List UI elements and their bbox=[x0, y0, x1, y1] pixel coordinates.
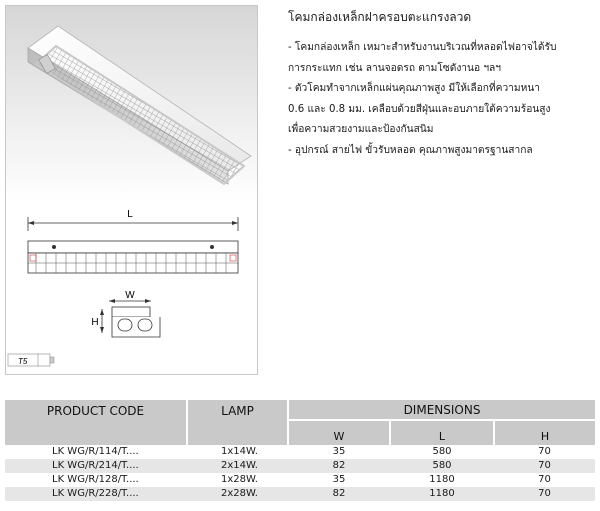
lamp-type-tag: T5 bbox=[18, 357, 28, 366]
height-label: H bbox=[91, 317, 99, 328]
cell-lamp: 1x28W. bbox=[221, 474, 258, 485]
cell-product-code: LK WG/R/114/T.... bbox=[52, 446, 139, 457]
cell-h: 70 bbox=[494, 459, 595, 473]
cell-l: 580 bbox=[432, 446, 452, 457]
cell-w: 82 bbox=[288, 459, 390, 473]
table-row bbox=[5, 473, 595, 487]
cell-h: 70 bbox=[538, 474, 551, 485]
cell-lamp: 1x14W. bbox=[221, 446, 258, 457]
cell-product-code: LK WG/R/228/T.... bbox=[5, 487, 187, 501]
width-label: W bbox=[125, 290, 135, 301]
cell-lamp: 2x28W. bbox=[187, 487, 288, 501]
luminaire-photo bbox=[6, 6, 257, 201]
cell-w: 35 bbox=[332, 446, 346, 457]
cell-w: 82 bbox=[288, 487, 390, 501]
product-title: โคมกล่องเหล็กฝาครอบตะแกรงลวด bbox=[288, 10, 472, 24]
product-description bbox=[288, 8, 596, 161]
header-h: H bbox=[494, 420, 595, 445]
cell-w: 35 bbox=[332, 474, 346, 485]
table-row bbox=[5, 445, 595, 459]
feature-line: เพื่อความสวยงามและป้องกันสนิม bbox=[288, 124, 434, 135]
cell-l: 580 bbox=[390, 459, 494, 473]
header-w: W bbox=[288, 420, 390, 445]
spec-table bbox=[5, 400, 595, 501]
cell-l: 1180 bbox=[429, 474, 455, 485]
cell-h: 70 bbox=[494, 487, 595, 501]
header-l: L bbox=[390, 420, 494, 445]
feature-line: การกระแทก เช่น ลานจอดรถ ตามโซดังานอ ฯลฯ bbox=[288, 62, 502, 74]
cell-l: 1180 bbox=[390, 487, 494, 501]
cell-product-code: LK WG/R/128/T.... bbox=[52, 474, 139, 485]
header-product-code: PRODUCT CODE bbox=[5, 400, 187, 445]
dimension-drawing bbox=[6, 201, 257, 374]
header-dimensions: DIMENSIONS bbox=[288, 400, 595, 420]
cell-h: 70 bbox=[538, 446, 551, 457]
feature-list bbox=[288, 38, 596, 161]
feature-line: - โคมกล่องเหล็ก เหมาะสำหรับงานบริเวณที่หลอดไฟอาจได้รับ bbox=[288, 42, 557, 53]
header-lamp: LAMP bbox=[187, 400, 288, 445]
length-label: L bbox=[127, 209, 133, 220]
table-row bbox=[5, 487, 595, 501]
feature-line: - ตัวโคมทำจากเหล็กแผ่นคุณภาพสูง มีให้เลือกที่ความหนา bbox=[288, 83, 541, 94]
product-image-panel bbox=[5, 5, 258, 375]
spec-table-wrapper bbox=[5, 400, 595, 501]
feature-line: - อุปกรณ์ สายไฟ ขั้วรับหลอด คุณภาพสูงมาตรฐานสากล bbox=[288, 144, 533, 156]
feature-line: 0.6 และ 0.8 มม. เคลือบด้วยสีฝุ่นและอบภายใต้ความร้อนสูง bbox=[288, 103, 551, 115]
cell-lamp: 2x14W. bbox=[187, 459, 288, 473]
cell-product-code: LK WG/R/214/T.... bbox=[5, 459, 187, 473]
table-row bbox=[5, 459, 595, 473]
